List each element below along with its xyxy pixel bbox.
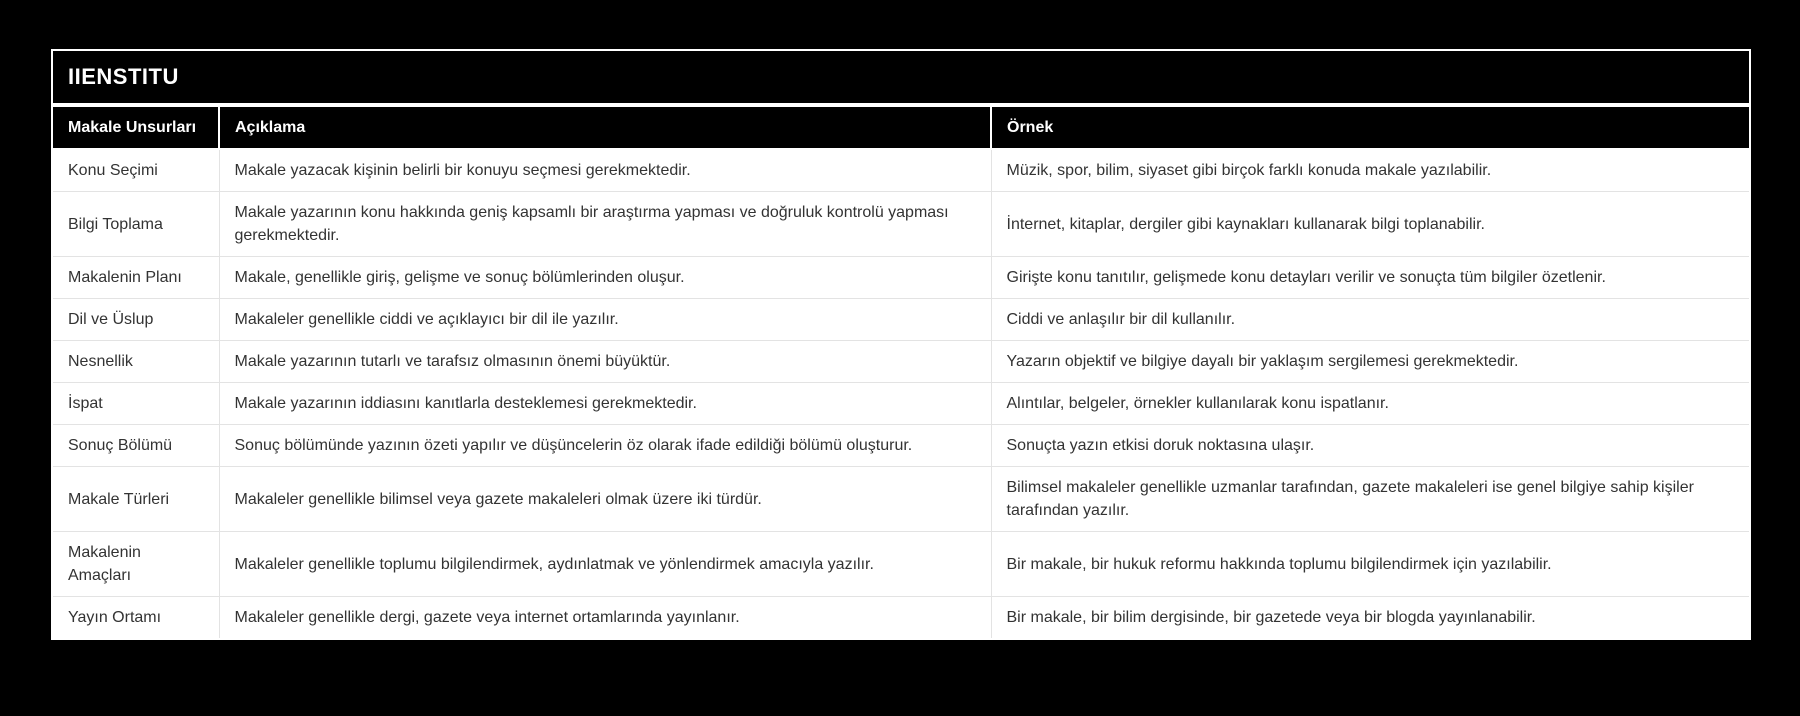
cell-ornek: Girişte konu tanıtılır, gelişmede konu detayları verilir ve sonuçta tüm bilgiler özetlenir. (991, 257, 1749, 299)
cell-ornek: Bir makale, bir bilim dergisinde, bir gazetede veya bir blogda yayınlanabilir. (991, 597, 1749, 639)
column-header-ornek: Örnek (991, 106, 1749, 149)
cell-ornek: Sonuçta yazın etkisi doruk noktasına ulaşır. (991, 425, 1749, 467)
cell-aciklama: Makaleler genellikle ciddi ve açıklayıcı bir dil ile yazılır. (219, 299, 991, 341)
cell-ornek: Yazarın objektif ve bilgiye dayalı bir yaklaşım sergilemesi gerekmektedir. (991, 341, 1749, 383)
table-row (53, 149, 1749, 192)
table-header-row (53, 106, 1749, 149)
cell-unsur: Konu Seçimi (53, 149, 219, 192)
cell-aciklama: Makaleler genellikle dergi, gazete veya internet ortamlarında yayınlanır. (219, 597, 991, 639)
cell-ornek: Bir makale, bir hukuk reformu hakkında toplumu bilgilendirmek için yazılabilir. (991, 532, 1749, 597)
cell-ornek: Müzik, spor, bilim, siyaset gibi birçok farklı konuda makale yazılabilir. (991, 149, 1749, 192)
cell-ornek: Alıntılar, belgeler, örnekler kullanılarak konu ispatlanır. (991, 383, 1749, 425)
cell-ornek: Bilimsel makaleler genellikle uzmanlar tarafından, gazete makaleleri ise genel bilgiye sahip kişiler tarafından yazılır. (991, 467, 1749, 532)
cell-ornek: İnternet, kitaplar, dergiler gibi kaynakları kullanarak bilgi toplanabilir. (991, 192, 1749, 257)
table-row (53, 383, 1749, 425)
brand-title: IIENSTITU (53, 51, 1749, 105)
cell-aciklama: Makaleler genellikle toplumu bilgilendirmek, aydınlatmak ve yönlendirmek amacıyla yazılır. (219, 532, 991, 597)
cell-aciklama: Sonuç bölümünde yazının özeti yapılır ve düşüncelerin öz olarak ifade edildiği bölümü oluşturur. (219, 425, 991, 467)
column-header-makale-unsurlari: Makale Unsurları (53, 106, 219, 149)
cell-unsur: Yayın Ortamı (53, 597, 219, 639)
cell-unsur: Makalenin Planı (53, 257, 219, 299)
cell-aciklama: Makale yazacak kişinin belirli bir konuyu seçmesi gerekmektedir. (219, 149, 991, 192)
cell-unsur: Makalenin Amaçları (53, 532, 219, 597)
column-header-aciklama: Açıklama (219, 106, 991, 149)
cell-unsur: İspat (53, 383, 219, 425)
table-row (53, 467, 1749, 532)
table-row (53, 192, 1749, 257)
table-row (53, 425, 1749, 467)
cell-aciklama: Makaleler genellikle bilimsel veya gazete makaleleri olmak üzere iki türdür. (219, 467, 991, 532)
table-row (53, 597, 1749, 639)
table-card (51, 49, 1751, 640)
cell-unsur: Sonuç Bölümü (53, 425, 219, 467)
cell-unsur: Makale Türleri (53, 467, 219, 532)
cell-ornek: Ciddi ve anlaşılır bir dil kullanılır. (991, 299, 1749, 341)
cell-unsur: Nesnellik (53, 341, 219, 383)
cell-aciklama: Makale yazarının konu hakkında geniş kapsamlı bir araştırma yapması ve doğruluk kontrolü yapması gerekmektedir. (219, 192, 991, 257)
table-row (53, 299, 1749, 341)
makale-unsurlari-table (53, 105, 1749, 638)
cell-aciklama: Makale, genellikle giriş, gelişme ve sonuç bölümlerinden oluşur. (219, 257, 991, 299)
cell-aciklama: Makale yazarının tutarlı ve tarafsız olmasının önemi büyüktür. (219, 341, 991, 383)
table-row (53, 532, 1749, 597)
cell-unsur: Dil ve Üslup (53, 299, 219, 341)
table-row (53, 341, 1749, 383)
cell-aciklama: Makale yazarının iddiasını kanıtlarla desteklemesi gerekmektedir. (219, 383, 991, 425)
cell-unsur: Bilgi Toplama (53, 192, 219, 257)
table-row (53, 257, 1749, 299)
